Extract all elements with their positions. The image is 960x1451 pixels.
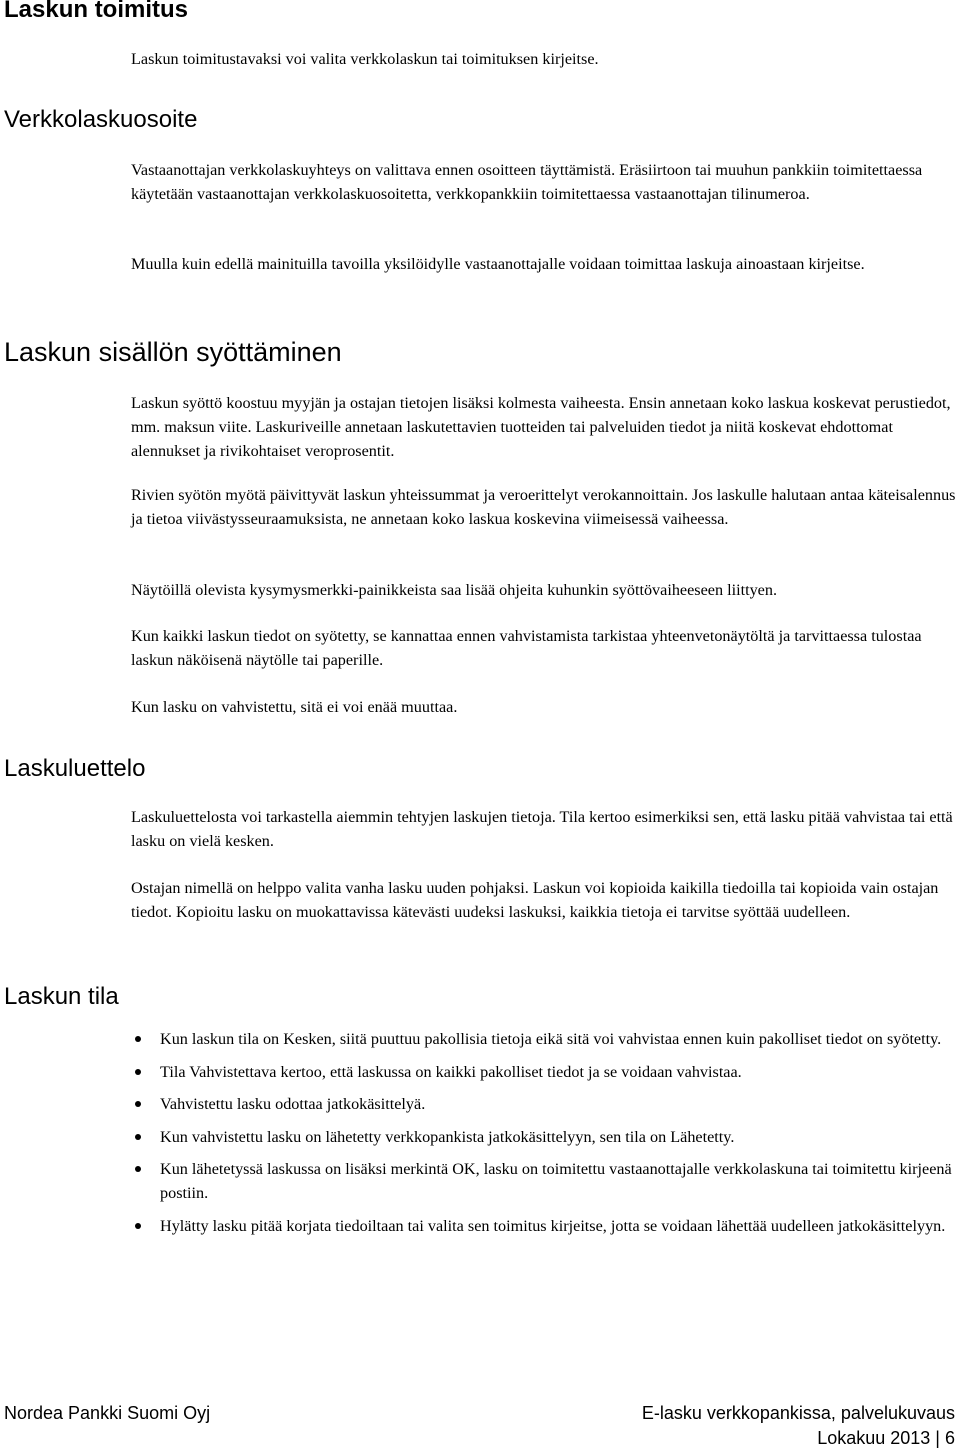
bullet-list-laskun-tila xyxy=(131,1027,957,1246)
paragraph-laskuluettelo-1: Laskuluettelosta voi tarkastella aiemmin tehtyjen laskujen tietoja. Tila kertoo esimerkiksi sen, että lasku pitää vahvistaa tai että lasku on vielä kesken. xyxy=(131,808,953,850)
footer-company: Nordea Pankki Suomi Oyj xyxy=(4,1403,211,1423)
list-item xyxy=(131,1027,957,1051)
list-item-text: Kun lähetetyssä laskussa on lisäksi merkintä OK, lasku on toimitettu vastaanottajalle verkkolaskuna tai toimitettu kirjeenä postiin. xyxy=(160,1160,952,1202)
paragraph-verkkolaskuosoite-1: Vastaanottajan verkkolaskuyhteys on valittava ennen osoitteen täyttämistä. Eräsiirtoon tai muuhun pankkiin toimitettaessa käytetään vastaanottajan verkkolaskuosoitetta, verkkopankkiin toimitettaessa vastaanottajan tilinumeroa. xyxy=(131,161,923,203)
list-item-text: Kun laskun tila on Kesken, siitä puuttuu pakollisia tietoja eikä sitä voi vahvistaa ennen kuin pakolliset tiedot on syötetty. xyxy=(160,1030,942,1048)
heading-verkkolaskuosoite: Verkkolaskuosoite xyxy=(4,106,198,133)
footer-document-title: E-lasku verkkopankissa, palvelukuvaus xyxy=(641,1403,955,1423)
bullet-icon xyxy=(135,1069,141,1075)
list-item-text: Tila Vahvistettava kertoo, että laskussa on kaikki pakolliset tiedot ja se voidaan vahvistaa. xyxy=(160,1062,742,1081)
list-item-text: Kun vahvistettu lasku on lähetetty verkkopankista jatkokäsittelyyn, sen tila on Lähetetty. xyxy=(160,1127,735,1146)
paragraph-verkkolaskuosoite-2: Muulla kuin edellä mainituilla tavoilla yksilöidylle vastaanottajalle voidaan toimittaa laskuja ainoastaan kirjeitse. xyxy=(131,255,865,273)
bullet-icon xyxy=(135,1101,141,1107)
list-item-text: Vahvistettu lasku odottaa jatkokäsittelyä. xyxy=(160,1095,426,1113)
list-item xyxy=(131,1092,957,1116)
paragraph-syottaminen-1: Laskun syöttö koostuu myyjän ja ostajan tietojen lisäksi kolmesta vaiheesta. Ensin annetaan koko laskua koskevat perustiedot, mm. maksun viite. Laskuriveille annetaan laskutettavien tuotteiden tai palveluiden tiedot ja niitä koskevat ehdottomat alennukset ja rivikohtaiset veroprosentit. xyxy=(131,394,951,460)
bullet-icon xyxy=(135,1036,141,1042)
list-item xyxy=(131,1214,957,1238)
paragraph-syottaminen-5: Kun lasku on vahvistettu, sitä ei voi enää muuttaa. xyxy=(131,698,458,716)
list-item xyxy=(131,1157,957,1205)
heading-laskun-sisallon-syottaminen: Laskun sisällön syöttäminen xyxy=(4,337,342,367)
footer-date-page: Lokakuu 2013 | 6 xyxy=(817,1428,955,1448)
list-item-text: Hylätty lasku pitää korjata tiedoiltaan tai valita sen toimitus kirjeitse, jotta se voidaan lähettää uudelleen jatkokäsittelyyn. xyxy=(160,1216,946,1235)
paragraph-syottaminen-2: Rivien syötön myötä päivittyvät laskun yhteissummat ja veroerittelyt verokannoittain. Jos laskulle halutaan antaa käteisalennus ja tietoa viivästysseuraamuksista, ne annetaan koko laskua koskevina viimeisessä vaiheessa. xyxy=(131,486,956,528)
heading-laskuluettelo: Laskuluettelo xyxy=(4,755,146,782)
list-item xyxy=(131,1125,957,1149)
paragraph-syottaminen-4: Kun kaikki laskun tiedot on syötetty, se kannattaa ennen vahvistamista tarkistaa yhteenvetonäytöltä ja tarvittaessa tulostaa laskun näköisenä näytölle tai paperille. xyxy=(131,627,922,669)
heading-laskun-tila: Laskun tila xyxy=(4,983,119,1010)
list-item xyxy=(131,1060,957,1084)
bullet-icon xyxy=(135,1166,141,1172)
paragraph-laskuluettelo-2: Ostajan nimellä on helppo valita vanha lasku uuden pohjaksi. Laskun voi kopioida kaikilla tiedoilla tai kopioida vain ostajan tiedot. Kopioitu lasku on muokattavissa kätevästi uudeksi laskuksi, kaikkia tietoja ei tarvitse syöttää uudelleen. xyxy=(131,879,939,921)
bullet-icon xyxy=(135,1223,141,1229)
heading-laskun-toimitus: Laskun toimitus xyxy=(4,0,189,23)
bullet-icon xyxy=(135,1134,141,1140)
paragraph-toimitus: Laskun toimitustavaksi voi valita verkkolaskun tai toimituksen kirjeitse. xyxy=(131,50,599,68)
paragraph-syottaminen-3: Näytöillä olevista kysymysmerkki-painikkeista saa lisää ohjeita kuhunkin syöttövaiheeseen liittyen. xyxy=(131,581,778,599)
